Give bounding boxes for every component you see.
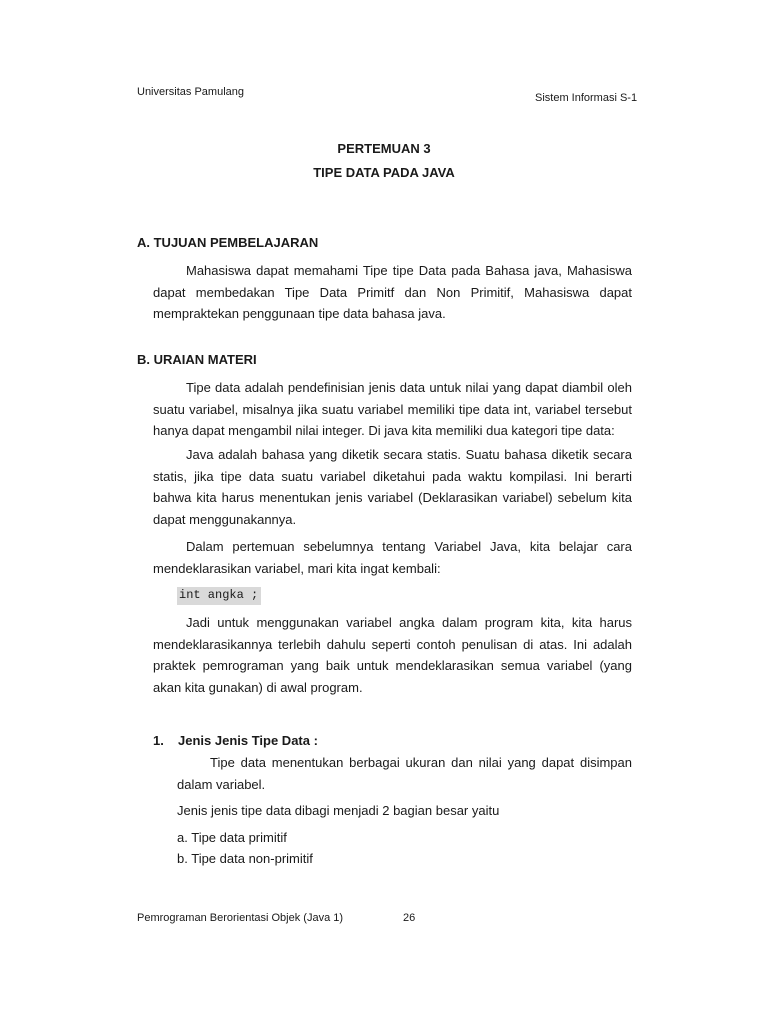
list-item-text: Tipe data non-primitif: [191, 851, 313, 866]
page-number: 26: [403, 912, 416, 924]
section-b-paragraph-2: Java adalah bahasa yang diketik secara statis. Suatu bahasa diketik secara statis, jika tipe data suatu variabel diketahui pada waktu kompilasi. Ini berarti bahwa kita harus menentukan jenis variabel (Deklarasikan variabel) sebelum kita dapat menggunakannya.: [153, 447, 632, 527]
list-item-text: Tipe data primitif: [191, 830, 287, 845]
page-title: PERTEMUAN 3: [337, 141, 431, 156]
code-snippet: int angka ;: [177, 587, 261, 605]
section-b-heading: B. URAIAN MATERI: [137, 352, 257, 367]
subsection-1-heading: Jenis Jenis Tipe Data :: [178, 733, 318, 748]
list-item-marker: a.: [177, 830, 188, 845]
section-a-heading: A. TUJUAN PEMBELAJARAN: [137, 235, 319, 250]
header-program: Sistem Informasi S-1: [535, 92, 638, 104]
header-university: Universitas Pamulang: [137, 86, 244, 98]
footer-course: Pemrograman Berorientasi Objek (Java 1): [137, 912, 344, 924]
subsection-1-paragraph-1: Tipe data menentukan berbagai ukuran dan nilai yang dapat disimpan dalam variabel.: [177, 755, 632, 792]
page-subtitle: TIPE DATA PADA JAVA: [313, 165, 455, 180]
section-b-paragraph-4: Jadi untuk menggunakan variabel angka dalam program kita, kita harus mendeklarasikannya terlebih dahulu seperti contoh penulisan di atas. Ini adalah praktek pemrograman yang baik untuk mendeklarasikan semua variabel (yang akan kita gunakan) di awal program.: [153, 615, 632, 695]
list-item: [177, 848, 313, 869]
subsection-1-number: 1.: [153, 733, 164, 748]
list-item-marker: b.: [177, 851, 188, 866]
subsection-1-paragraph-2: Jenis jenis tipe data dibagi menjadi 2 bagian besar yaitu: [177, 803, 500, 818]
section-a-paragraph: Mahasiswa dapat memahami Tipe tipe Data pada Bahasa java, Mahasiswa dapat membedakan Tipe Data Primitf dan Non Primitif, Mahasiswa dapat mempraktekan penggunaan tipe data bahasa java.: [153, 263, 632, 321]
list-item: [177, 827, 287, 848]
section-b-paragraph-1: Tipe data adalah pendefinisian jenis data untuk nilai yang dapat diambil oleh suatu variabel, misalnya jika suatu variabel memiliki tipe data int, variabel tersebut hanya dapat mengambil nilai integer. Di java kita memiliki dua kategori tipe data:: [153, 380, 632, 438]
section-b-paragraph-3: Dalam pertemuan sebelumnya tentang Variabel Java, kita belajar cara mendeklarasikan variabel, mari kita ingat kembali:: [153, 539, 632, 576]
